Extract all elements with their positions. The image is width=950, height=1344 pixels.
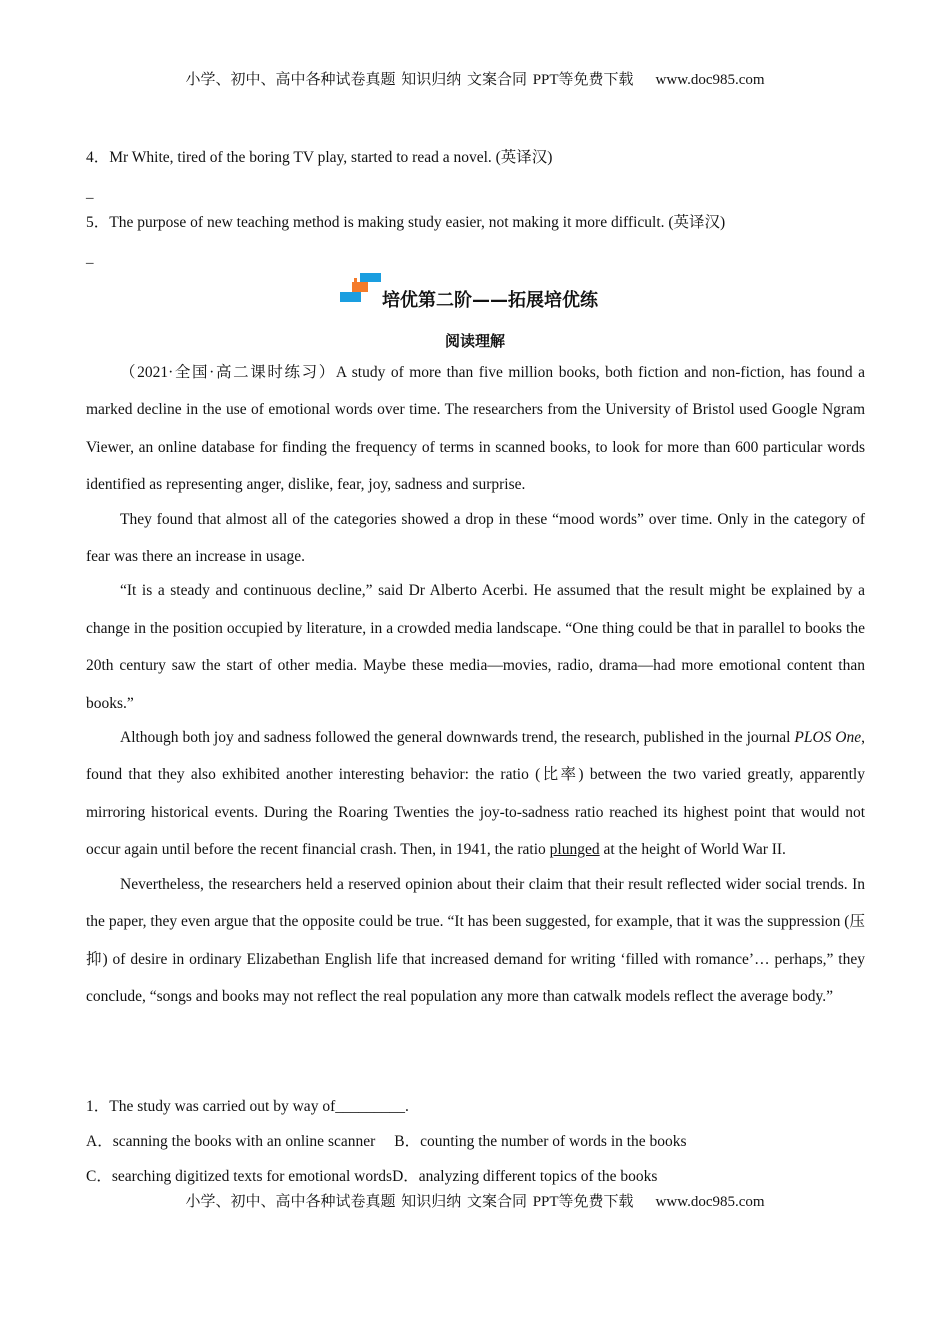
paragraph-2: They found that almost all of the categories showed a drop in these “mood words” over time. Only in the category of fear was there an increase in usage. — [86, 510, 865, 566]
paragraph-1: （2021·全国·高二课时练习）A study of more than five million books, both fiction and non-fiction, has found a marked decline in the use of emotional words over time. The researchers from the University of Bristol used Google Ngram Viewer, an online database for finding the frequency of terms in scanned books, to look for more than 600 particular words identified as representing anger, dislike, fear, joy, sadness and surprise. — [86, 364, 865, 494]
underlined-word: plunged — [549, 841, 600, 859]
header-text: 小学、初中、高中各种试卷真题 知识归纳 文案合同 PPT等免费下载 — [185, 72, 634, 88]
paragraph-5: Nevertheless, the researchers held a reserved opinion about their claim that their result reflected wider social trends. In the paper, they even argue that the opposite could be true. “It has been suggested, for example, that it was the suppression (压抑) of desire in ordinary Elizabethan English life that increased demand for writing ‘filled with romance’… perhaps,” they conclude, “songs and books may not reflect the real population any more than catwalk models reflect the average body.” — [86, 875, 865, 1005]
paragraph-3: “It is a steady and continuous decline,” said Dr Alberto Acerbi. He assumed that the result might be explained by a change in the position occupied by literature, in a crowded media landscape. “One thing could be that in parallel to books the 20th century saw the start of other media. Maybe these media—movies, radio, drama—had more emotional content than books.” — [86, 582, 865, 712]
answer-blank-4: _ — [86, 185, 94, 201]
section-logo-icon — [340, 272, 382, 306]
reading-passage — [86, 354, 865, 1012]
question-4: 4．Mr White, tired of the boring TV play, started to read a novel. (英译汉) — [86, 149, 553, 166]
section-heading — [340, 272, 640, 311]
journal-name: PLOS One — [794, 729, 862, 747]
question-5: 5．The purpose of new teaching method is making study easier, not making it more difficult. (英译汉) — [86, 214, 726, 231]
page-header — [0, 68, 950, 89]
paragraph-4-part: Although both joy and sadness followed the general downwards trend, the research, published in the journal — [120, 729, 795, 747]
option-d: D．analyzing different topics of the books — [392, 1168, 658, 1185]
footer-text: 小学、初中、高中各种试卷真题 知识归纳 文案合同 PPT等免费下载 — [185, 1194, 634, 1210]
paragraph-4 — [86, 719, 865, 869]
section-subtitle: 阅读理解 — [444, 332, 505, 350]
question-1-stem: 1．The study was carried out by way of_________. — [86, 1098, 409, 1115]
footer-url: www.doc985.com — [655, 1194, 765, 1210]
question-1-options-ab — [86, 1129, 687, 1151]
option-c: C．searching digitized texts for emotional words — [86, 1168, 393, 1185]
option-b: B．counting the number of words in the books — [394, 1133, 687, 1150]
answer-blank-5: _ — [86, 250, 94, 266]
paragraph-4-part: at the height of World War II. — [599, 841, 786, 859]
page-footer — [0, 1190, 950, 1211]
question-1-options-cd — [86, 1164, 657, 1186]
paragraph-4-part: , found that they also exhibited another interesting behavior: the ratio (比率) between the two varied greatly, apparently mirroring historical events. During the Roaring Twenties the joy-to-sadness ratio reached its highest point that would not occur again until before the recent financial crash. Then, in 1941, the ratio — [86, 729, 865, 859]
option-a: A．scanning the books with an online scanner — [86, 1133, 376, 1150]
section-title: 培优第二阶——拓展培优练 — [382, 290, 598, 311]
header-url: www.doc985.com — [655, 72, 765, 88]
